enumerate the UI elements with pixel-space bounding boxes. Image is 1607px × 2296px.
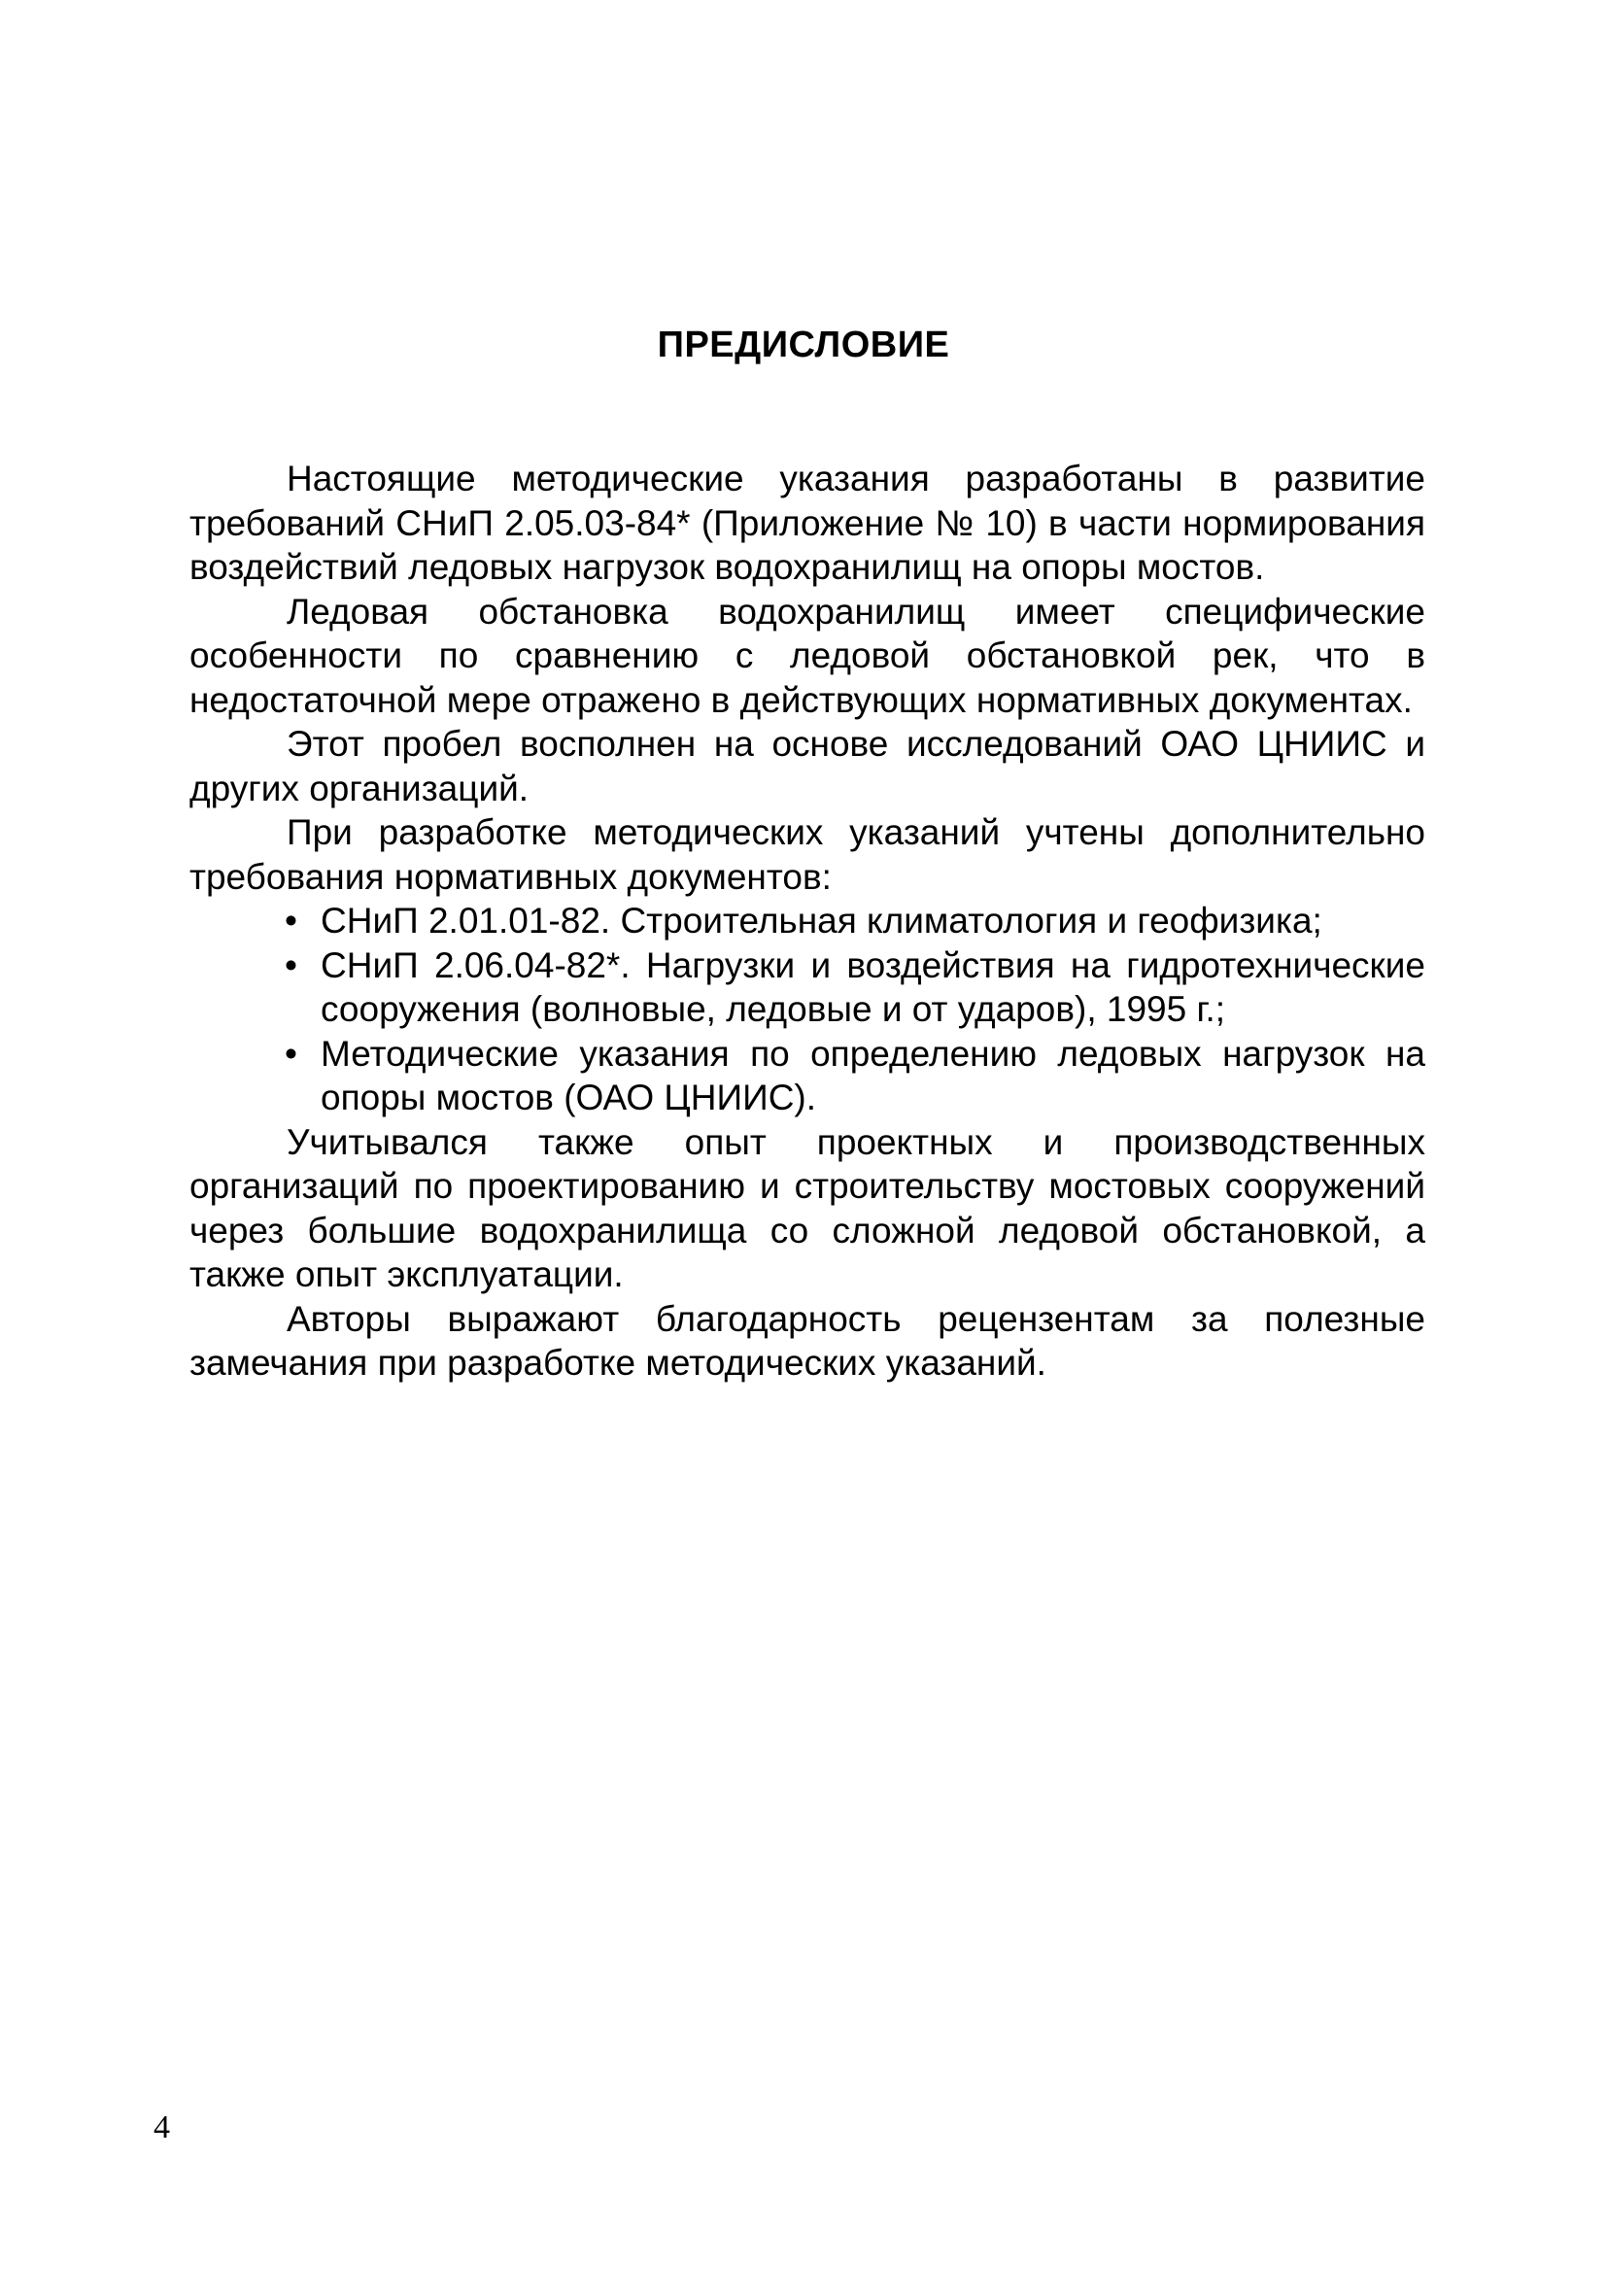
paragraph-intro-2: Ледовая обстановка водохранилищ имеет специфические особенности по сравнению с ледовой обстановкой рек, что в недостаточной мере отражено в действующих нормативных документах. [189,591,1425,720]
paragraph-intro-4: При разработке методических указаний учтены дополнительно требования нормативных документов: [189,812,1425,897]
list-item-text: СНиП 2.01.01-82. Строительная климатология и геофизика; [321,901,1322,941]
paragraph-outro-2: Авторы выражают благодарность рецензентам за полезные замечания при разработке методических указаний. [189,1298,1425,1383]
list-item-text: СНиП 2.06.04-82*. Нагрузки и воздействия на гидротехнические сооружения (волновые, ледовые и от ударов), 1995 г.; [321,944,1425,1029]
bullet-icon: • [285,944,297,985]
paragraph-intro-1: Настоящие методические указания разработаны в развитие требований СНиП 2.05.03-84* (Приложение № 10) в части нормирования воздействий ледовых нагрузок водохранилищ на опоры мостов. [189,459,1425,587]
bullet-icon: • [285,901,297,941]
list-item [189,899,1425,943]
list-item-text: Методические указания по определению ледовых нагрузок на опоры мостов (ОАО ЦНИИС). [321,1033,1425,1117]
page-number: 4 [154,2109,170,2145]
standards-list [189,899,1425,1120]
page-title: ПРЕДИСЛОВИЕ [657,325,950,365]
list-item [189,1032,1425,1120]
body-text [189,457,1425,1386]
paragraph-outro-1: Учитывался также опыт проектных и производственных организаций по проектированию и строительству мостовых сооружений через большие водохранилища со сложной ледовой обстановкой, а также опыт эксплуатации. [189,1121,1425,1294]
bullet-icon: • [285,1033,297,1074]
paragraph-intro-3: Этот пробел восполнен на основе исследований ОАО ЦНИИС и других организаций. [189,724,1425,808]
list-item [189,943,1425,1032]
